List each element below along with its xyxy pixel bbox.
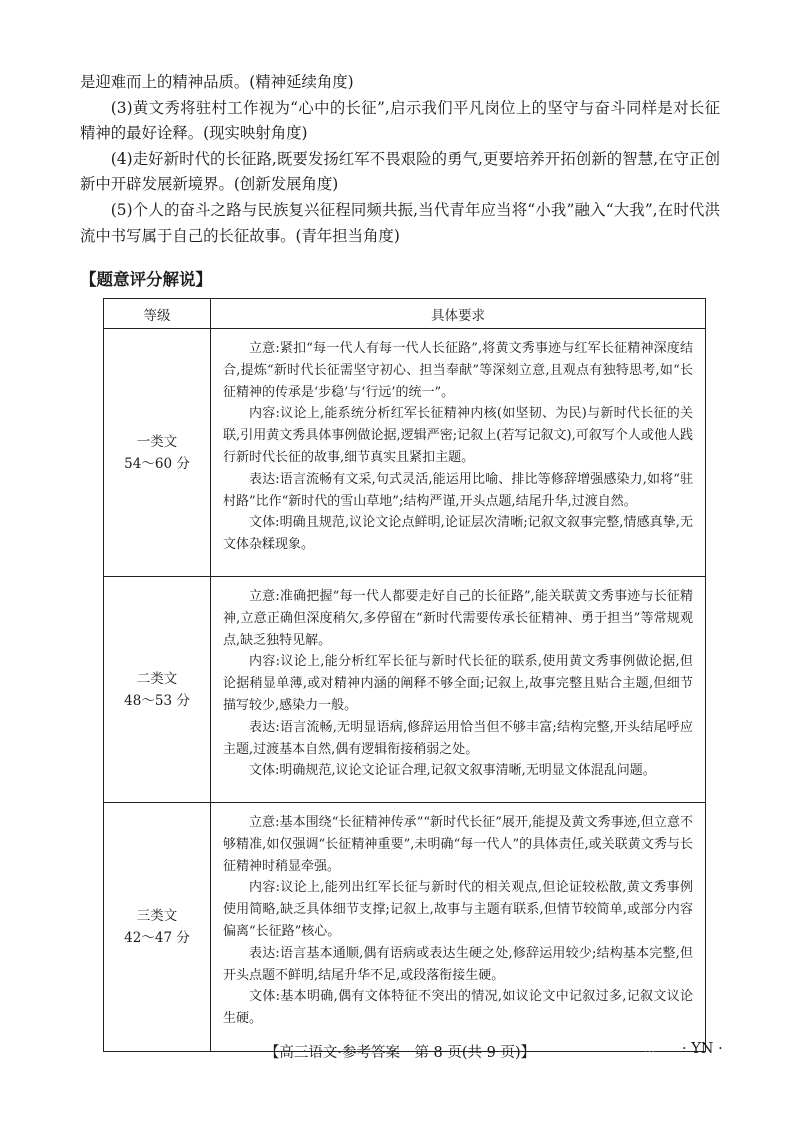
page-footer-title: 【高三语文·参考答案 第 8 页(共 9 页)】 bbox=[264, 1045, 536, 1061]
scoring-rubric-table bbox=[103, 298, 706, 1052]
header-level: 等级 bbox=[104, 299, 211, 329]
footer-region-code: · YN · bbox=[682, 1041, 723, 1057]
table-header-row bbox=[104, 299, 706, 329]
level-cell bbox=[104, 577, 211, 803]
requirement-style: 文体:明确规范,议论文论证合理,记叙文叙事清晰,无明显文体混乱问题。 bbox=[249, 763, 656, 779]
requirement-expression: 表达:语言流畅有文采,句式灵活,能运用比喻、排比等修辞增强感染力,如将“驻村路”比作“新时代的雪山草地”;结构严谨,开头点题,结尾升华,过渡自然。 bbox=[223, 471, 693, 509]
level-score: 48～53 分 bbox=[124, 692, 190, 709]
level-name: 三类文 bbox=[136, 908, 178, 924]
level-cell bbox=[104, 329, 211, 577]
requirements-cell bbox=[211, 803, 706, 1052]
section-heading: 【题意评分解说】 bbox=[80, 270, 212, 289]
requirement-intent: 立意:紧扣“每一代人有每一代人长征路”,将黄文秀事迹与红军长征精神深度结合,提炼“新时代长征需坚守初心、担当奉献”等深刻立意,且观点有独特思考,如“长征精神的传承是‘步稳’与‘行远’的统一”。 bbox=[223, 341, 693, 400]
requirements-cell bbox=[211, 577, 706, 803]
requirement-intent: 立意:基本围绕“长征精神传承”“新时代长征”展开,能提及黄文秀事迹,但立意不够精准,如仅强调“长征精神重要”,未明确“每一代人”的具体责任,或关联黄文秀与长征精神时稍显牵强。 bbox=[223, 815, 693, 874]
level-score: 54～60 分 bbox=[124, 455, 190, 472]
requirement-style: 文体:明确且规范,议论文论点鲜明,论证层次清晰;记叙文叙事完整,情感真挚,无文体杂糅现象。 bbox=[223, 515, 693, 553]
table-row bbox=[104, 577, 706, 803]
requirement-content: 内容:议论上,能分析红军长征与新时代长征的联系,使用黄文秀事例做论据,但论据稍显单薄,或对精神内涵的阐释不够全面;记叙上,故事完整且贴合主题,但细节描写较少,感染力一般。 bbox=[223, 654, 693, 713]
level-name: 二类文 bbox=[136, 670, 178, 687]
requirement-intent: 立意:准确把握“每一代人都要走好自己的长征路”,能关联黄文秀事迹与长征精神,立意正确但深度稍欠,多停留在“新时代需要传承长征精神、勇于担当”等常规观点,缺乏独特见解。 bbox=[223, 589, 693, 648]
intro-paragraph-4: (4)走好新时代的长征路,既要发扬红军不畏艰险的勇气,更要培养开拓创新的智慧,在守正创新中开辟发展新境界。(创新发展角度) bbox=[80, 149, 720, 194]
table-row bbox=[104, 329, 706, 577]
requirements-cell bbox=[211, 329, 706, 577]
level-cell bbox=[104, 803, 211, 1052]
requirement-style: 文体:基本明确,偶有文体特征不突出的情况,如议论文中记叙过多,记叙文议论生硬。 bbox=[223, 989, 693, 1027]
requirement-content: 内容:议论上,能列出红军长征与新时代的相关观点,但论证较松散,黄文秀事例使用简略,缺乏具体细节支撑;记叙上,故事与主题有联系,但情节较简单,或部分内容偏离“长征路”核心。 bbox=[223, 880, 693, 939]
level-score: 42～47 分 bbox=[124, 930, 190, 946]
header-requirements: 具体要求 bbox=[211, 299, 706, 329]
requirement-content: 内容:议论上,能系统分析红军长征精神内核(如坚韧、为民)与新时代长征的关联,引用黄文秀具体事例做论据,逻辑严密;记叙上(若写记叙文),可叙写个人或他人践行新时代长征的故事,细节真实且紧扣主题。 bbox=[223, 406, 693, 465]
intro-text bbox=[80, 70, 720, 249]
intro-paragraph-3: (3)黄文秀将驻村工作视为“心中的长征”,启示我们平凡岗位上的坚守与奋斗同样是对长征精神的最好诠释。(现实映射角度) bbox=[80, 98, 720, 143]
level-name: 一类文 bbox=[136, 433, 178, 450]
footer-dots: ... bbox=[644, 1045, 656, 1055]
requirement-expression: 表达:语言基本通顺,偶有语病或表达生硬之处,修辞运用较少;结构基本完整,但开头点题不鲜明,结尾升华不足,或段落衔接生硬。 bbox=[223, 945, 693, 983]
table-row bbox=[104, 803, 706, 1052]
intro-paragraph-5: (5)个人的奋斗之路与民族复兴征程同频共振,当代青年应当将“小我”融入“大我”,在时代洪流中书写属于自己的长征故事。(青年担当角度) bbox=[80, 200, 720, 245]
requirement-expression: 表达:语言流畅,无明显语病,修辞运用恰当但不够丰富;结构完整,开头结尾呼应主题,过渡基本自然,偶有逻辑衔接稍弱之处。 bbox=[223, 719, 693, 757]
intro-paragraph-continued: 是迎难而上的精神品质。(精神延续角度) bbox=[80, 73, 354, 91]
